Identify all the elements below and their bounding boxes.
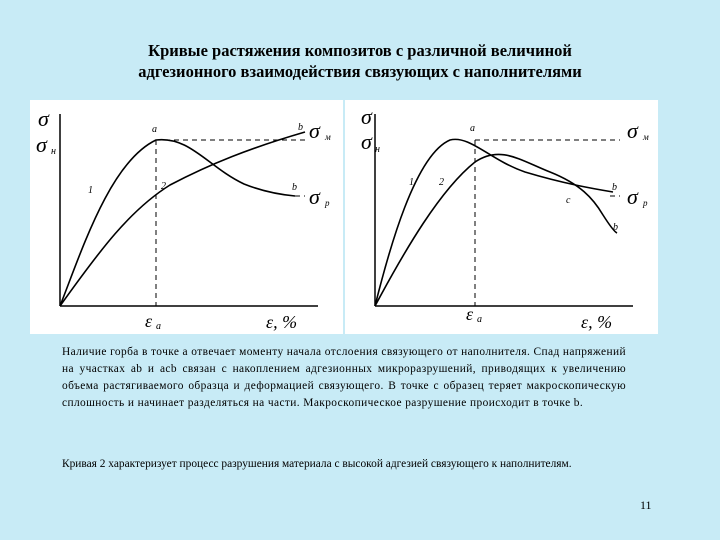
right-sigma-m-sub: м (643, 132, 649, 142)
left-eps-a: ε (145, 311, 153, 331)
left-curve-2-label: 2 (161, 181, 166, 192)
title-line-2: адгезионного взаимодействия связующих с наполнителями (138, 62, 582, 81)
right-graph (345, 100, 658, 334)
left-sigma-m-sub: м (325, 132, 331, 142)
left-y-sigma-n-sub: н (51, 146, 56, 157)
right-y-sigma-n-sub: н (375, 144, 380, 155)
right-label-c: c (566, 195, 571, 206)
right-sigma-m: σ (627, 118, 638, 143)
left-sigma-r: σ (309, 184, 320, 209)
right-y-sigma-n: σ (361, 129, 372, 154)
left-curve-2 (60, 132, 305, 306)
left-label-b-top: b (298, 122, 303, 133)
right-eps-a: ε (466, 304, 474, 324)
title-line-1: Кривые растяжения композитов с различной величиной (148, 41, 572, 60)
description-paragraph-2: Кривая 2 характеризует процесс разрушения материала с высокой адгезией связующего к наполнителям. (62, 458, 572, 470)
right-curve-2-label: 2 (439, 177, 444, 188)
left-label-b: b (292, 182, 297, 193)
right-x-axis-label: ε, % (581, 312, 613, 332)
left-sigma-m: σ (309, 118, 320, 143)
left-sigma-r-sub: р (325, 198, 330, 208)
right-label-b-upper: b (612, 182, 617, 193)
right-y-sigma: σ (361, 104, 372, 129)
left-y-sigma-n: σ (36, 132, 47, 157)
right-curve-1 (375, 139, 613, 306)
right-eps-a-sub: a (477, 314, 482, 325)
left-graph (30, 100, 343, 334)
right-label-a: a (470, 123, 475, 134)
right-sigma-r: σ (627, 184, 638, 209)
right-curve-1-label: 1 (409, 177, 414, 188)
left-label-a: a (152, 124, 157, 135)
left-y-sigma: σ (38, 106, 49, 131)
description-paragraph-1: Наличие горба в точке а отвечает моменту начала отслоения связующего от наполнителя. Спад напряжений на участках ab и acb связан с накоплением адгезионных микроразрушений, приводящих к увеличению объема растягиваемого образца и деформацией связующего. В точке с образец теряет макроскопическую сплошность и начинает разделяться на части. Макроскопическое разрушение происходит в точке b. (62, 346, 626, 409)
left-graph-panel (30, 100, 343, 334)
left-curve-1 (60, 140, 295, 306)
right-graph-panel (345, 100, 658, 334)
right-sigma-r-sub: р (643, 198, 648, 208)
right-label-b-lower: b (613, 222, 618, 233)
page-number: 11 (640, 498, 652, 512)
slide-title (0, 40, 720, 82)
left-x-axis-label: ε, % (266, 312, 298, 332)
left-curve-1-label: 1 (88, 185, 93, 196)
left-eps-a-sub: a (156, 321, 161, 332)
